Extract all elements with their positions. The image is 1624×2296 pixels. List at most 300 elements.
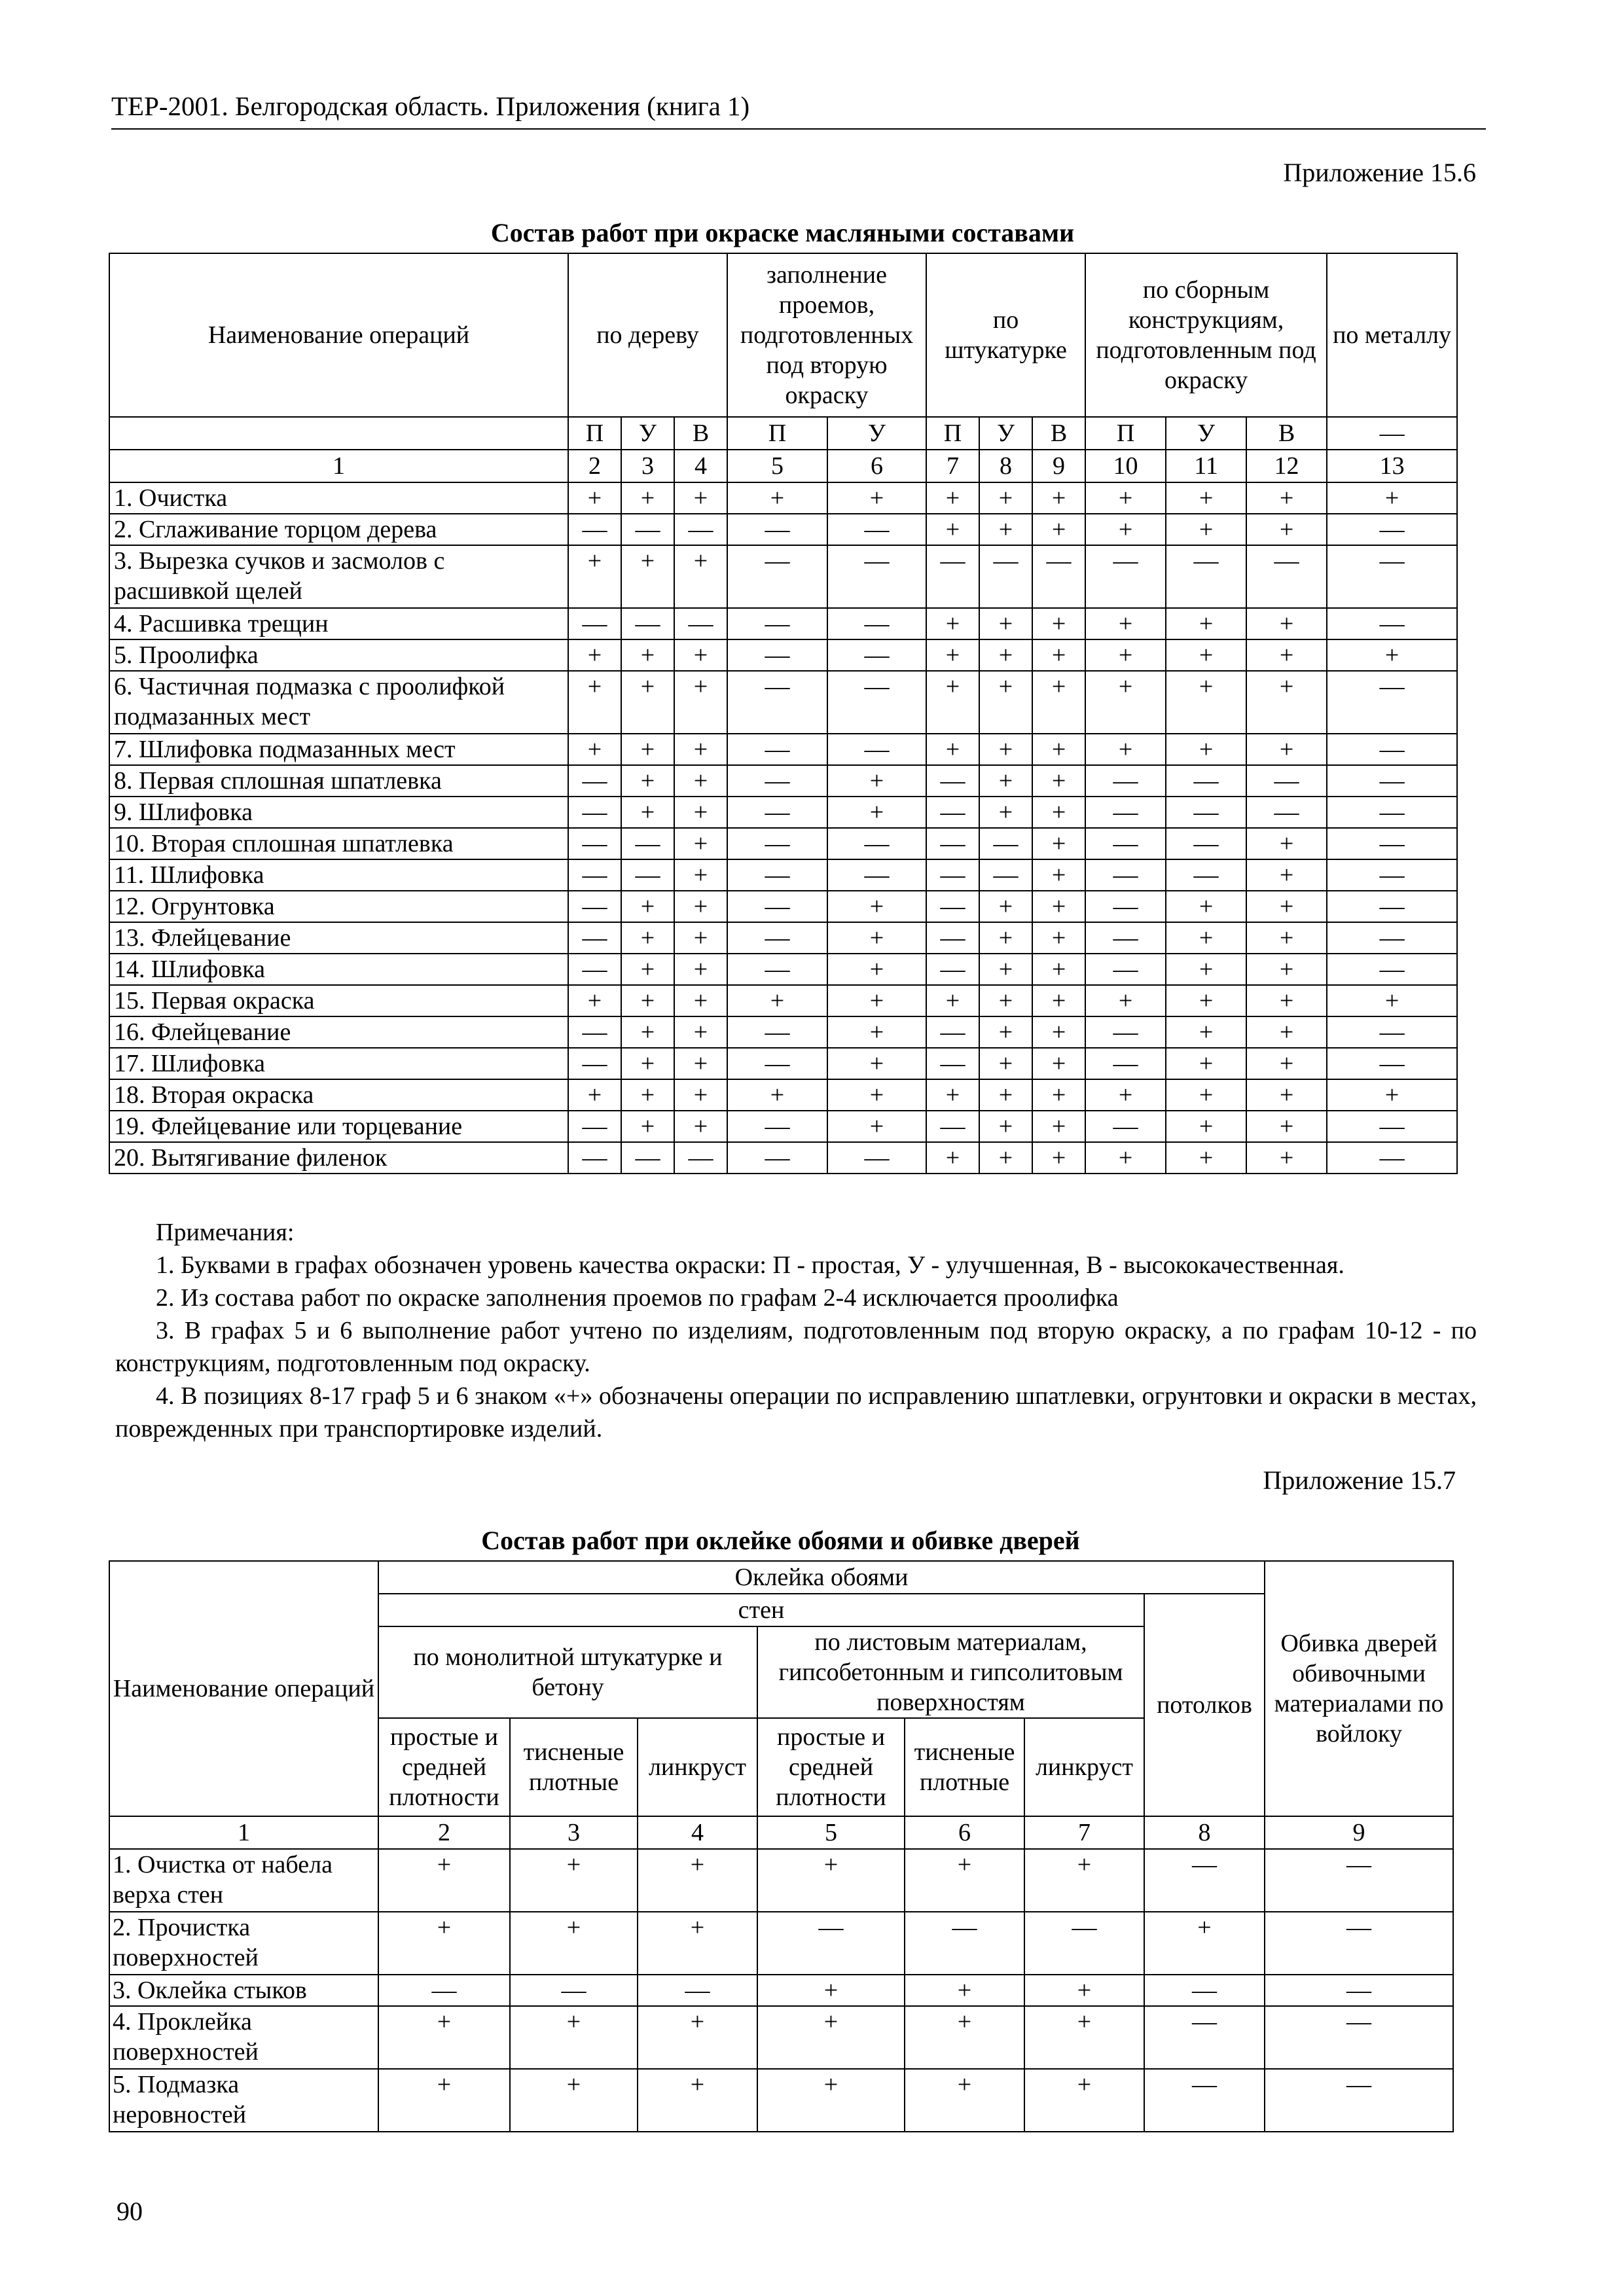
table-row [109,828,1457,859]
note-2: 2. Из состава работ по окраске заполнения проемов по графам 2-4 исключается проолифка [156,1284,1119,1312]
mark-cell: — [1144,2006,1265,2069]
mark-cell: — [727,608,827,639]
mark-cell: + [378,1849,510,1912]
mark-cell: + [621,1079,674,1111]
note-3: 3. В графах 5 и 6 выполнение работ учтено по изделиям, подготовленным под вторую окраску, а по графам 10-12 - по конструкциям, подготовленным под окраску. [115,1317,1477,1377]
mark-cell: + [1246,859,1327,891]
mark-cell: — [1085,1048,1166,1079]
mark-cell: — [1166,765,1246,797]
sheet-materials-header: по листовым материалам, гипсобетонным и гипсолитовым поверхностям [757,1626,1144,1718]
mark-cell: + [1032,859,1085,891]
mark-cell: + [621,954,674,985]
mark-cell: — [727,922,827,954]
mark-cell: — [1085,954,1166,985]
table-row [109,1048,1457,1079]
mark-cell: + [1327,1079,1457,1111]
mark-cell: + [1085,1079,1166,1111]
quality-cell: В [674,417,727,450]
quality-row [109,417,1457,450]
mark-cell: + [926,734,979,765]
table-row [109,922,1457,954]
mark-cell: + [1246,891,1327,922]
mark-cell: + [568,671,621,734]
operation-name: 13. Флейцевание [109,922,568,954]
mark-cell: + [1166,985,1246,1016]
mark-cell: + [1246,608,1327,639]
mark-cell: + [979,482,1032,514]
mark-cell: + [926,639,979,671]
mark-cell: — [727,514,827,545]
mark-cell: — [926,765,979,797]
mark-cell: + [621,1016,674,1048]
mark-cell: + [1032,954,1085,985]
mark-cell: + [757,1975,905,2006]
mark-cell: + [1032,1048,1085,1079]
operation-name: 7. Шлифовка подмазанных мест [109,734,568,765]
mark-cell: — [1144,2069,1265,2132]
mark-cell: + [1166,1048,1246,1079]
mark-cell: + [1327,985,1457,1016]
mark-cell: + [1166,922,1246,954]
mark-cell: + [979,1111,1032,1142]
column-number-cell: 9 [1032,450,1085,482]
mark-cell: + [1085,514,1166,545]
mark-cell: + [827,1048,926,1079]
mark-cell: + [674,954,727,985]
mark-cell: + [568,639,621,671]
mark-cell: + [1085,734,1166,765]
mark-cell: + [621,639,674,671]
mark-cell: + [1024,2006,1144,2069]
mark-cell: — [727,1142,827,1174]
mark-cell: — [1085,859,1166,891]
mark-cell: — [727,797,827,828]
mark-cell: — [827,828,926,859]
mark-cell: — [1085,797,1166,828]
subcolumn-header: тисненые плотные [510,1718,638,1816]
mark-cell: — [727,545,827,608]
mark-cell: — [926,1016,979,1048]
table-row [109,545,1457,608]
mark-cell: + [1246,1079,1327,1111]
mark-cell: + [727,1079,827,1111]
mark-cell: — [727,954,827,985]
mark-cell: + [674,891,727,922]
mark-cell: — [638,1975,757,2006]
column-number-cell: 5 [727,450,827,482]
mark-cell: + [674,1048,727,1079]
mark-cell: — [1085,545,1166,608]
mark-cell: — [621,608,674,639]
table-row [109,797,1457,828]
mark-cell: + [621,797,674,828]
mark-cell: + [1246,1142,1327,1174]
quality-cell: У [1166,417,1246,450]
t2-column-numbers-row [109,1816,1453,1849]
mark-cell: — [1265,2006,1453,2069]
mark-cell: + [1032,765,1085,797]
mark-cell: + [979,1142,1032,1174]
mark-cell: — [1085,765,1166,797]
mark-cell: + [979,1016,1032,1048]
door-upholstery-header: Обивка дверей обивочными материалами по войлоку [1265,1561,1453,1816]
quality-cell: У [827,417,926,450]
mark-cell: — [568,1048,621,1079]
mark-cell: + [1246,671,1327,734]
table-row [109,1079,1457,1111]
subcolumn-header: линкруст [638,1718,757,1816]
mark-cell: — [1265,1849,1453,1912]
mark-cell: — [1327,608,1457,639]
mark-cell: — [1265,1975,1453,2006]
table-row [109,1142,1457,1174]
mark-cell: — [621,514,674,545]
mark-cell: — [1327,954,1457,985]
mark-cell: + [1085,608,1166,639]
column-number-cell: 12 [1246,450,1327,482]
mark-cell: + [568,985,621,1016]
quality-cell: В [1246,417,1327,450]
mark-cell: + [827,1079,926,1111]
mark-cell: — [926,922,979,954]
column-number-cell: 4 [674,450,727,482]
mark-cell: + [1327,482,1457,514]
mark-cell: + [905,1975,1024,2006]
mark-cell: + [674,1079,727,1111]
mark-cell: — [727,1016,827,1048]
mark-cell: — [1032,545,1085,608]
mark-cell: + [568,545,621,608]
table-row [109,954,1457,985]
column-number-cell: 10 [1085,450,1166,482]
column-number-cell: 1 [109,450,568,482]
mark-cell: — [1327,671,1457,734]
wallpaper-header: Оклейка обоями [378,1561,1265,1594]
mark-cell: + [621,922,674,954]
mark-cell: + [674,828,727,859]
mark-cell: + [1166,954,1246,985]
mark-cell: — [727,734,827,765]
table-row [109,734,1457,765]
mark-cell: + [926,671,979,734]
mark-cell: + [926,1142,979,1174]
mark-cell: — [1166,828,1246,859]
mark-cell: + [926,1079,979,1111]
mark-cell: + [1032,1016,1085,1048]
mark-cell: — [674,514,727,545]
mark-cell: + [827,922,926,954]
mark-cell: + [1085,482,1166,514]
mark-cell: — [1246,545,1327,608]
mark-cell: — [905,1912,1024,1975]
operation-name: 11. Шлифовка [109,859,568,891]
mark-cell: + [378,2069,510,2132]
notes-heading: Примечания: [156,1219,295,1246]
mark-cell: — [1144,1975,1265,2006]
mark-cell: — [1327,545,1457,608]
painting-works-table [109,253,1458,1174]
operation-name: 12. Огрунтовка [109,891,568,922]
table-row [109,482,1457,514]
mark-cell: + [638,1849,757,1912]
mark-cell: — [1327,1111,1457,1142]
column-number-cell: 13 [1327,450,1457,482]
mark-cell: + [979,514,1032,545]
mark-cell: + [926,514,979,545]
mark-cell: + [1327,639,1457,671]
mark-cell: + [827,1111,926,1142]
mark-cell: — [568,1111,621,1142]
mark-cell: — [568,608,621,639]
operation-name: 16. Флейцевание [109,1016,568,1048]
mark-cell: — [926,954,979,985]
mark-cell: + [926,985,979,1016]
mark-cell: + [1166,891,1246,922]
mark-cell: + [378,2006,510,2069]
mark-cell: — [979,545,1032,608]
mark-cell: — [727,765,827,797]
mark-cell: + [1144,1912,1265,1975]
mark-cell: — [568,797,621,828]
mark-cell: + [621,985,674,1016]
operation-name: 15. Первая окраска [109,985,568,1016]
mark-cell: — [568,1016,621,1048]
table-row [109,1016,1457,1048]
mark-cell: + [1246,985,1327,1016]
mark-cell: — [621,859,674,891]
mark-cell: + [979,922,1032,954]
mark-cell: + [621,1048,674,1079]
ceilings-header: потолков [1144,1594,1265,1816]
mark-cell: + [979,891,1032,922]
mark-cell: — [827,671,926,734]
mark-cell: + [979,1079,1032,1111]
operation-name: 3. Вырезка сучков и засмолов с расшивкой щелей [109,545,568,608]
mark-cell: + [1246,734,1327,765]
mark-cell: — [827,514,926,545]
table-row [109,608,1457,639]
mark-cell: — [568,1142,621,1174]
mark-cell: + [621,545,674,608]
table2-title: Состав работ при оклейке обоями и обивке дверей [481,1526,1080,1555]
table1-title: Состав работ при окраске масляными составами [490,218,1075,247]
mark-cell: — [1085,922,1166,954]
mark-cell: + [1166,1111,1246,1142]
mark-cell: + [510,2006,638,2069]
mark-cell: + [827,891,926,922]
operation-name: 2. Сглаживание торцом дерева [109,514,568,545]
mark-cell: + [905,1849,1024,1912]
mark-cell: + [1032,671,1085,734]
mark-cell: + [757,1849,905,1912]
mark-cell: — [568,859,621,891]
group-metal: по металлу [1327,253,1457,417]
mark-cell: — [568,514,621,545]
quality-empty-cell [109,417,568,450]
mark-cell: + [1166,671,1246,734]
mark-cell: + [674,1016,727,1048]
mark-cell: + [1024,1849,1144,1912]
mark-cell: — [926,797,979,828]
column-number-cell: 1 [109,1816,378,1849]
mark-cell: — [1327,797,1457,828]
mark-cell: + [979,1048,1032,1079]
mark-cell: + [727,985,827,1016]
mark-cell: + [1032,482,1085,514]
mark-cell: — [1327,1142,1457,1174]
column-number-cell: 8 [979,450,1032,482]
mark-cell: — [1246,765,1327,797]
mark-cell: — [1327,514,1457,545]
mark-cell: + [1024,2069,1144,2132]
quality-cell: П [1085,417,1166,450]
operation-name: 2. Прочистка поверхностей [109,1912,378,1975]
mark-cell: — [1024,1912,1144,1975]
group-prefab: по сборным конструкциям, подготовленным под окраску [1085,253,1327,417]
subcolumn-header: линкруст [1024,1718,1144,1816]
mark-cell: + [979,765,1032,797]
table-row [109,985,1457,1016]
mark-cell: + [1246,482,1327,514]
mark-cell: — [621,828,674,859]
mark-cell: + [568,482,621,514]
table-row [109,2006,1453,2069]
mark-cell: + [1085,985,1166,1016]
mark-cell: + [1032,608,1085,639]
mark-cell: + [621,765,674,797]
group-wood: по дереву [568,253,727,417]
subcolumn-header: простые и средней плотности [757,1718,905,1816]
mark-cell: + [621,891,674,922]
group-openings: заполнение проемов, подготовленных под вторую окраску [727,253,926,417]
mark-cell: + [926,482,979,514]
mark-cell: + [1032,1079,1085,1111]
mark-cell: + [638,2006,757,2069]
mark-cell: — [568,891,621,922]
operation-name: 18. Вторая окраска [109,1079,568,1111]
mark-cell: — [727,671,827,734]
column-number-cell: 11 [1166,450,1246,482]
operation-name: 1. Очистка [109,482,568,514]
mark-cell: + [979,985,1032,1016]
mark-cell: + [1166,734,1246,765]
appendix-label-15-6: Приложение 15.6 [1283,158,1476,187]
mark-cell: — [1327,1016,1457,1048]
table-row [109,1849,1453,1912]
column-number-cell: 7 [926,450,979,482]
table-row [109,765,1457,797]
operation-name: 5. Подмазка неровностей [109,2069,378,2132]
mark-cell: + [1024,1975,1144,2006]
column-number-cell: 6 [905,1816,1024,1849]
mark-cell: — [1327,734,1457,765]
mark-cell: + [674,734,727,765]
notes-block [115,1216,1477,1445]
table-row [109,891,1457,922]
mark-cell: + [1246,922,1327,954]
quality-cell: У [621,417,674,450]
mark-cell: — [1085,1016,1166,1048]
mark-cell: + [827,797,926,828]
mark-cell: — [1085,891,1166,922]
quality-cell: П [926,417,979,450]
mark-cell: — [926,891,979,922]
mark-cell: — [568,828,621,859]
mark-cell: + [674,545,727,608]
mark-cell: + [1085,671,1166,734]
mark-cell: + [1032,1111,1085,1142]
note-4: 4. В позициях 8-17 граф 5 и 6 знаком «+» обозначены операции по исправлению шпатлевки, огрунтовки и окраски в местах, поврежденных при транспортировке изделий. [115,1382,1477,1443]
mark-cell: + [674,859,727,891]
mark-cell: + [638,1912,757,1975]
mark-cell: — [827,608,926,639]
mark-cell: + [727,482,827,514]
mark-cell: — [621,1142,674,1174]
note-1: 1. Буквами в графах обозначен уровень качества окраски: П - простая, У - улучшенная, В - высококачественная. [156,1251,1344,1279]
operation-name: 3. Оклейка стыков [109,1975,378,2006]
mark-cell: + [674,1111,727,1142]
mark-cell: + [905,2006,1024,2069]
mark-cell: + [1246,639,1327,671]
mark-cell: + [378,1912,510,1975]
mark-cell: + [1032,797,1085,828]
mark-cell: — [827,1142,926,1174]
mark-cell: — [926,1111,979,1142]
column-number-cell: 7 [1024,1816,1144,1849]
mark-cell: — [926,545,979,608]
mark-cell: + [1032,828,1085,859]
mark-cell: + [827,954,926,985]
mark-cell: + [926,608,979,639]
mark-cell: + [1085,639,1166,671]
mark-cell: — [1327,859,1457,891]
mark-cell: + [621,734,674,765]
mark-cell: — [1265,1912,1453,1975]
mark-cell: + [979,639,1032,671]
mark-cell: + [1166,1016,1246,1048]
monolith-header: по монолитной штукатурке и бетону [378,1626,757,1718]
mark-cell: + [1246,514,1327,545]
mark-cell: + [621,1111,674,1142]
column-number-cell: 2 [378,1816,510,1849]
table-row [109,671,1457,734]
mark-cell: — [568,954,621,985]
mark-cell: + [568,734,621,765]
operation-name: 6. Частичная подмазка с проолифкой подмазанных мест [109,671,568,734]
operation-name: 4. Проклейка поверхностей [109,2006,378,2069]
column-number-cell: 8 [1144,1816,1265,1849]
column-number-cell: 5 [757,1816,905,1849]
mark-cell: + [568,1079,621,1111]
mark-cell: + [1246,1111,1327,1142]
column-number-cell: 3 [510,1816,638,1849]
mark-cell: — [1166,797,1246,828]
operation-name: 20. Вытягивание филенок [109,1142,568,1174]
operation-name: 4. Расшивка трещин [109,608,568,639]
mark-cell: + [1166,1142,1246,1174]
mark-cell: + [1032,1142,1085,1174]
mark-cell: — [1166,859,1246,891]
mark-cell: — [979,859,1032,891]
mark-cell: — [979,828,1032,859]
table-row [109,1912,1453,1975]
mark-cell: + [674,765,727,797]
t2-col-operations-header: Наименование операций [109,1561,378,1816]
mark-cell: — [926,859,979,891]
appendix-label-15-7: Приложение 15.7 [1263,1465,1456,1495]
mark-cell: — [727,828,827,859]
mark-cell: + [1166,482,1246,514]
